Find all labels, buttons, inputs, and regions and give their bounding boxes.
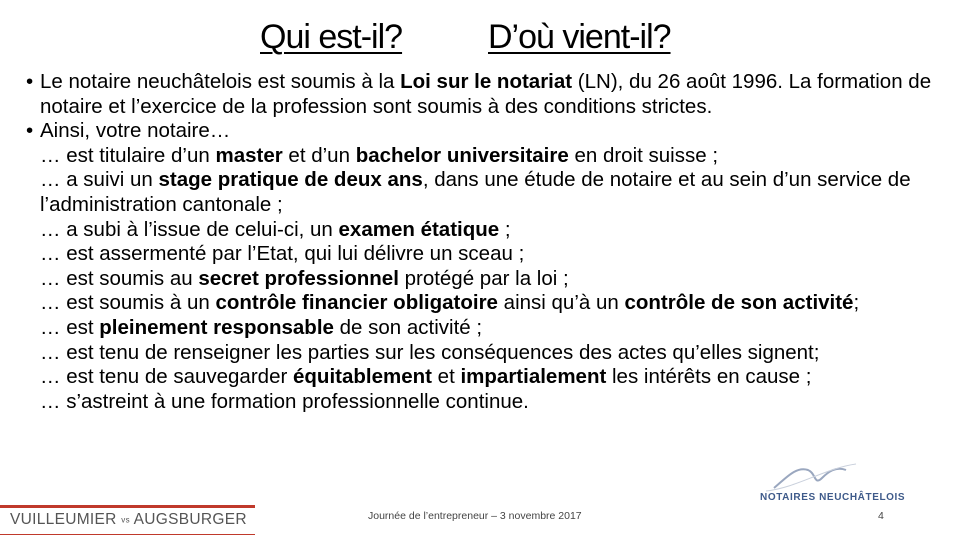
- title-row: [0, 18, 960, 62]
- list-item: … a suivi un stage pratique de deux ans, dans une étude de notaire et au sein d’un service de l’administration cantonale ;: [40, 168, 911, 216]
- bullet-2-text: [40, 119, 956, 414]
- list-item: … est assermenté par l’Etat, qui lui délivre un sceau ;: [40, 242, 525, 266]
- list-item: … a subi à l’issue de celui-ci, un examen étatique ;: [40, 217, 511, 241]
- list-item: … est tenu de renseigner les parties sur les conséquences des actes qu’elles signent;: [40, 340, 820, 364]
- list-item: … s’astreint à une formation professionnelle continue.: [40, 389, 529, 413]
- slide-body: [26, 70, 956, 414]
- vuilleumier-augsburger-logo: [0, 505, 260, 535]
- footer-event-text: Journée de l’entrepreneur – 3 novembre 2017: [368, 510, 582, 522]
- bullet-2-intro: Ainsi, votre notaire…: [40, 119, 231, 143]
- list-item: … est soumis à un contrôle financier obligatoire ainsi qu’à un contrôle de son activité;: [40, 291, 860, 315]
- notaires-neuchatelois-logo: [756, 458, 940, 504]
- logo-org-name: NOTAIRES NEUCHÂTELOIS: [760, 492, 906, 503]
- title-right: D’où vient-il?: [488, 18, 671, 56]
- list-item: … est pleinement responsable de son activité ;: [40, 315, 483, 339]
- title-left: Qui est-il?: [260, 18, 403, 56]
- bullet-dot: •: [26, 119, 34, 143]
- bullet-1: [26, 70, 956, 119]
- bullet-dot: •: [26, 70, 34, 93]
- page-number: 4: [878, 510, 884, 522]
- logo-mark-icon: [756, 458, 940, 492]
- bullet-2: [26, 119, 956, 414]
- list-item: … est titulaire d’un master et d’un bachelor universitaire en droit suisse ;: [40, 143, 719, 167]
- list-item: … est soumis au secret professionnel protégé par la loi ;: [40, 266, 569, 290]
- logo-rule-bottom: [0, 534, 255, 535]
- list-item: … est tenu de sauvegarder équitablement et impartialement les intérêts en cause ;: [40, 365, 812, 389]
- bullet-1-text: Le notaire neuchâtelois est soumis à la Loi sur le notariat (LN), du 26 août 1996. La formation de notaire et l’exercice de la profession sont soumis à des conditions strictes.: [40, 70, 932, 118]
- logo-rule-top: [0, 505, 255, 508]
- logo-text: VUILLEUMIER vs AUGSBURGER: [10, 511, 247, 528]
